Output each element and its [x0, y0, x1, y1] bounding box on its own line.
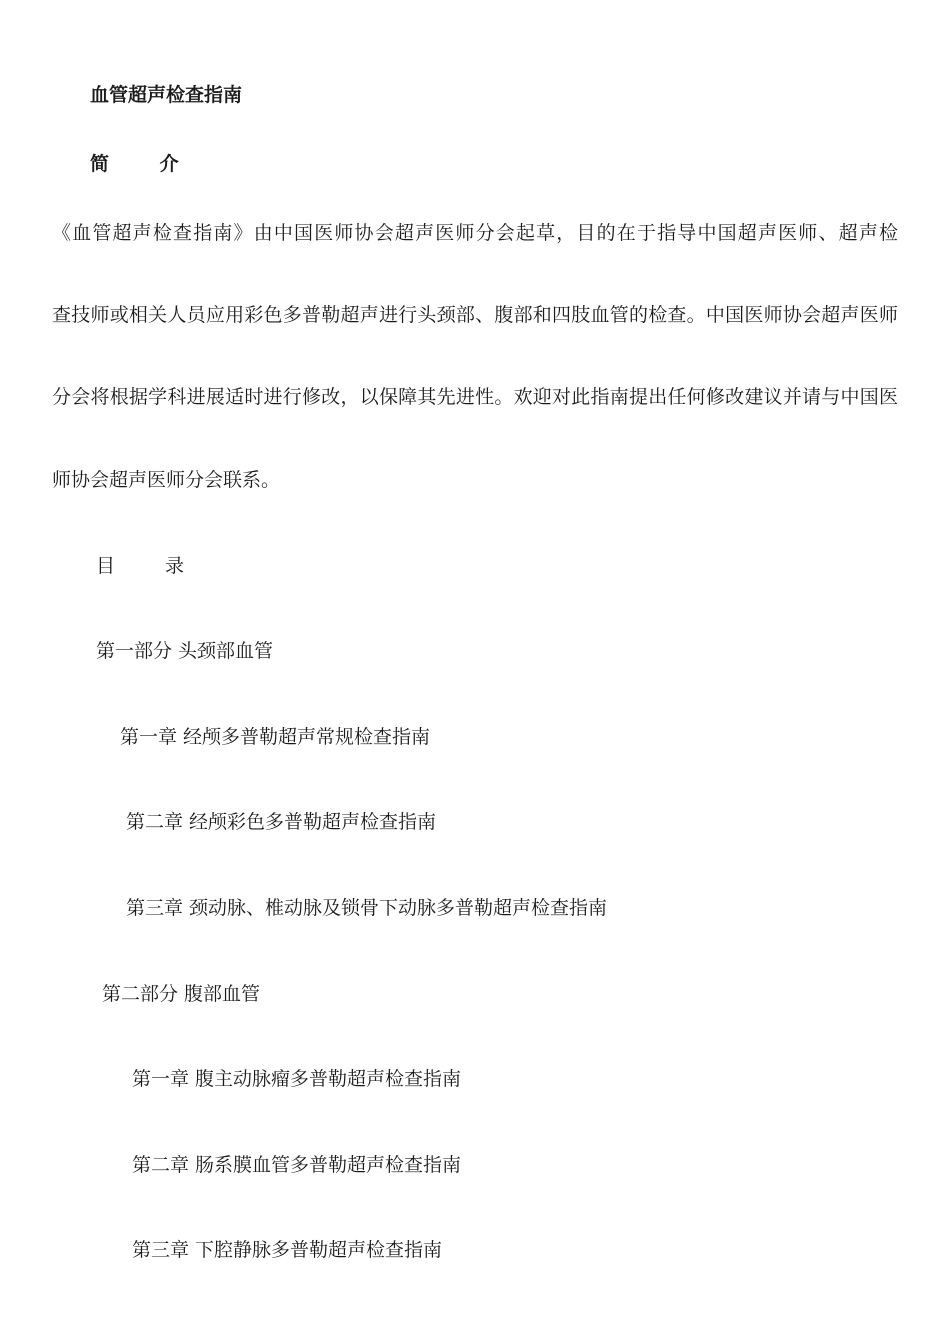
- toc-part1-chapter-1: 第一章 经颅多普勒超声常规检查指南: [120, 726, 431, 748]
- document-title: 血管超声检查指南: [90, 84, 243, 106]
- intro-line-3: 分会将根据学科进展适时进行修改，以保障其先进性。欢迎对此指南提出任何修改建议并请与中国医: [52, 386, 898, 408]
- intro-heading: 简 介: [90, 153, 201, 175]
- intro-line-4: 师协会超声医师分会联系。: [52, 469, 281, 491]
- intro-line-2: 查技师或相关人员应用彩色多普勒超声进行头颈部、腹部和四肢血管的检查。中国医师协会超声医师: [52, 304, 898, 326]
- toc-part-1: 第一部分 头颈部血管: [96, 640, 274, 662]
- toc-part2-chapter-2: 第二章 肠系膜血管多普勒超声检查指南: [132, 1154, 462, 1176]
- toc-part1-chapter-2: 第二章 经颅彩色多普勒超声检查指南: [126, 811, 437, 833]
- toc-part2-chapter-3: 第三章 下腔静脉多普勒超声检查指南: [132, 1239, 443, 1261]
- toc-part1-chapter-3: 第三章 颈动脉、椎动脉及锁骨下动脉多普勒超声检查指南: [126, 897, 608, 919]
- toc-part2-chapter-1: 第一章 腹主动脉瘤多普勒超声检查指南: [132, 1068, 462, 1090]
- toc-heading: 目 录: [96, 555, 207, 577]
- intro-line-1: 《血管超声检查指南》由中国医师协会超声医师分会起草，目的在于指导中国超声医师、超声检: [52, 222, 898, 244]
- toc-part-2: 第二部分 腹部血管: [102, 983, 261, 1005]
